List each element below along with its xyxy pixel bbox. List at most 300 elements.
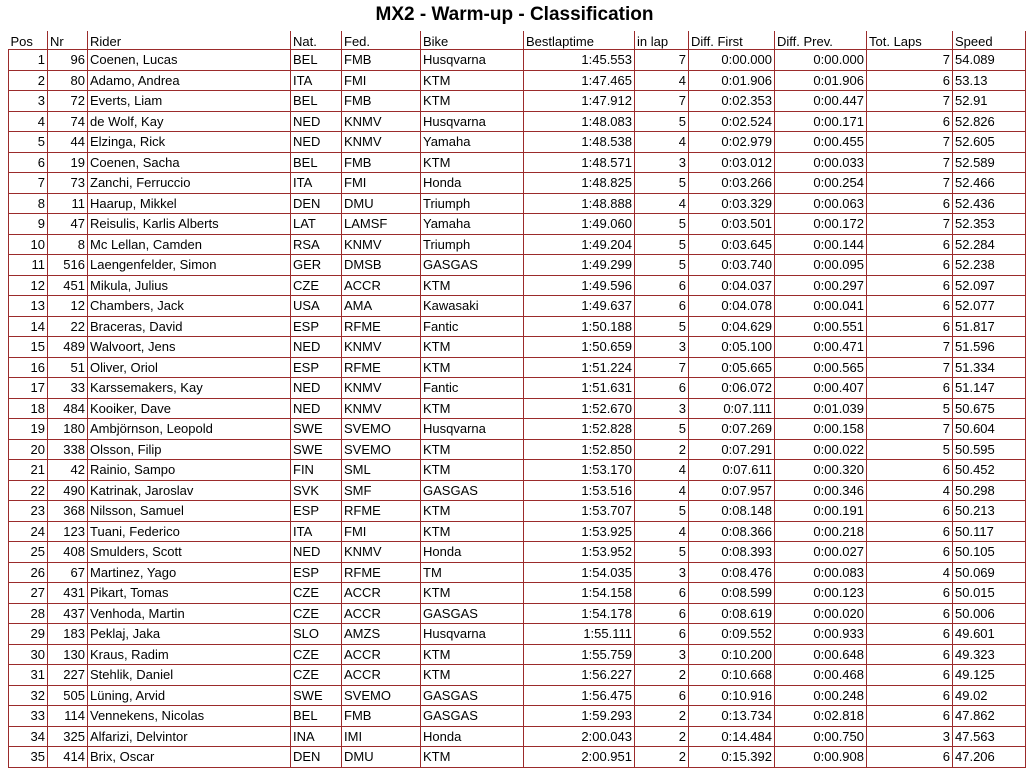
nat-cell: NED: [291, 542, 342, 563]
tot-laps-cell: 7: [867, 214, 953, 235]
speed-cell: 49.125: [953, 665, 1026, 686]
table-row: [9, 747, 1026, 768]
pos-cell: 11: [9, 255, 48, 276]
diff-prev-cell: 0:00.218: [775, 521, 867, 542]
diff-first-cell: 0:04.037: [689, 275, 775, 296]
diff-first-cell: 0:02.524: [689, 111, 775, 132]
bike-cell: GASGAS: [421, 706, 524, 727]
speed-cell: 51.596: [953, 337, 1026, 358]
diff-prev-cell: 0:00.468: [775, 665, 867, 686]
fed-cell: DMU: [342, 747, 421, 768]
nat-cell: BEL: [291, 706, 342, 727]
bike-cell: KTM: [421, 337, 524, 358]
table-row: [9, 337, 1026, 358]
fed-cell: AMA: [342, 296, 421, 317]
table-row: [9, 70, 1026, 91]
nat-cell: NED: [291, 111, 342, 132]
rider-cell: Martinez, Yago: [88, 562, 291, 583]
diff-prev-cell: 0:00.565: [775, 357, 867, 378]
nr-cell: 44: [48, 132, 88, 153]
in-lap-cell: 2: [635, 726, 689, 747]
speed-cell: 52.436: [953, 193, 1026, 214]
speed-cell: 50.675: [953, 398, 1026, 419]
diff-first-cell: 0:08.619: [689, 603, 775, 624]
speed-cell: 47.563: [953, 726, 1026, 747]
bestlaptime-cell: 1:49.204: [524, 234, 635, 255]
pos-cell: 5: [9, 132, 48, 153]
nat-cell: RSA: [291, 234, 342, 255]
tot-laps-cell: 6: [867, 706, 953, 727]
rider-cell: Katrinak, Jaroslav: [88, 480, 291, 501]
speed-cell: 52.466: [953, 173, 1026, 194]
bike-cell: KTM: [421, 152, 524, 173]
tot-laps-cell: 7: [867, 173, 953, 194]
table-row: [9, 460, 1026, 481]
nat-cell: ESP: [291, 316, 342, 337]
bike-cell: KTM: [421, 460, 524, 481]
table-row: [9, 624, 1026, 645]
diff-prev-cell: 0:00.471: [775, 337, 867, 358]
column-header: Bestlaptime: [524, 31, 635, 50]
tot-laps-cell: 7: [867, 357, 953, 378]
nr-cell: 227: [48, 665, 88, 686]
nat-cell: NED: [291, 378, 342, 399]
nat-cell: BEL: [291, 152, 342, 173]
rider-cell: Oliver, Oriol: [88, 357, 291, 378]
nat-cell: CZE: [291, 275, 342, 296]
speed-cell: 50.117: [953, 521, 1026, 542]
table-row: [9, 50, 1026, 71]
table-row: [9, 152, 1026, 173]
table-row: [9, 501, 1026, 522]
speed-cell: 52.826: [953, 111, 1026, 132]
pos-cell: 3: [9, 91, 48, 112]
nr-cell: 183: [48, 624, 88, 645]
in-lap-cell: 2: [635, 665, 689, 686]
rider-cell: Tuani, Federico: [88, 521, 291, 542]
tot-laps-cell: 6: [867, 316, 953, 337]
bestlaptime-cell: 1:48.538: [524, 132, 635, 153]
diff-first-cell: 0:06.072: [689, 378, 775, 399]
nat-cell: ESP: [291, 501, 342, 522]
diff-first-cell: 0:08.148: [689, 501, 775, 522]
in-lap-cell: 4: [635, 521, 689, 542]
fed-cell: SVEMO: [342, 419, 421, 440]
diff-prev-cell: 0:00.248: [775, 685, 867, 706]
bestlaptime-cell: 1:50.188: [524, 316, 635, 337]
fed-cell: ACCR: [342, 603, 421, 624]
rider-cell: Elzinga, Rick: [88, 132, 291, 153]
bestlaptime-cell: 1:55.759: [524, 644, 635, 665]
fed-cell: ACCR: [342, 665, 421, 686]
table-row: [9, 419, 1026, 440]
in-lap-cell: 5: [635, 214, 689, 235]
bestlaptime-cell: 1:53.516: [524, 480, 635, 501]
bike-cell: KTM: [421, 747, 524, 768]
diff-first-cell: 0:02.353: [689, 91, 775, 112]
bike-cell: KTM: [421, 521, 524, 542]
bike-cell: Honda: [421, 542, 524, 563]
diff-prev-cell: 0:00.648: [775, 644, 867, 665]
in-lap-cell: 4: [635, 70, 689, 91]
bike-cell: Yamaha: [421, 214, 524, 235]
bestlaptime-cell: 1:53.925: [524, 521, 635, 542]
nr-cell: 516: [48, 255, 88, 276]
in-lap-cell: 5: [635, 111, 689, 132]
pos-cell: 22: [9, 480, 48, 501]
diff-prev-cell: 0:00.455: [775, 132, 867, 153]
table-row: [9, 111, 1026, 132]
table-row: [9, 296, 1026, 317]
diff-first-cell: 0:10.916: [689, 685, 775, 706]
in-lap-cell: 6: [635, 378, 689, 399]
in-lap-cell: 7: [635, 50, 689, 71]
diff-first-cell: 0:08.393: [689, 542, 775, 563]
pos-cell: 23: [9, 501, 48, 522]
diff-prev-cell: 0:00.022: [775, 439, 867, 460]
fed-cell: KNMV: [342, 398, 421, 419]
pos-cell: 29: [9, 624, 48, 645]
rider-cell: Walvoort, Jens: [88, 337, 291, 358]
nr-cell: 325: [48, 726, 88, 747]
diff-prev-cell: 0:00.254: [775, 173, 867, 194]
tot-laps-cell: 7: [867, 152, 953, 173]
pos-cell: 18: [9, 398, 48, 419]
pos-cell: 20: [9, 439, 48, 460]
pos-cell: 32: [9, 685, 48, 706]
tot-laps-cell: 6: [867, 501, 953, 522]
nr-cell: 11: [48, 193, 88, 214]
pos-cell: 6: [9, 152, 48, 173]
in-lap-cell: 3: [635, 398, 689, 419]
nr-cell: 51: [48, 357, 88, 378]
bike-cell: KTM: [421, 70, 524, 91]
nat-cell: ITA: [291, 173, 342, 194]
in-lap-cell: 6: [635, 275, 689, 296]
rider-cell: Alfarizi, Delvintor: [88, 726, 291, 747]
diff-first-cell: 0:07.611: [689, 460, 775, 481]
nr-cell: 123: [48, 521, 88, 542]
diff-first-cell: 0:01.906: [689, 70, 775, 91]
fed-cell: ACCR: [342, 644, 421, 665]
bike-cell: Triumph: [421, 234, 524, 255]
table-row: [9, 234, 1026, 255]
fed-cell: RFME: [342, 316, 421, 337]
diff-first-cell: 0:03.740: [689, 255, 775, 276]
nat-cell: CZE: [291, 665, 342, 686]
fed-cell: KNMV: [342, 542, 421, 563]
tot-laps-cell: 6: [867, 644, 953, 665]
nr-cell: 414: [48, 747, 88, 768]
nr-cell: 80: [48, 70, 88, 91]
bestlaptime-cell: 1:59.293: [524, 706, 635, 727]
in-lap-cell: 2: [635, 439, 689, 460]
nat-cell: SWE: [291, 439, 342, 460]
rider-cell: Venhoda, Martin: [88, 603, 291, 624]
diff-prev-cell: 0:00.123: [775, 583, 867, 604]
bike-cell: Fantic: [421, 316, 524, 337]
diff-first-cell: 0:00.000: [689, 50, 775, 71]
table-row: [9, 357, 1026, 378]
speed-cell: 52.353: [953, 214, 1026, 235]
in-lap-cell: 5: [635, 173, 689, 194]
fed-cell: FMB: [342, 50, 421, 71]
in-lap-cell: 7: [635, 357, 689, 378]
bike-cell: KTM: [421, 665, 524, 686]
bike-cell: Husqvarna: [421, 419, 524, 440]
pos-cell: 2: [9, 70, 48, 91]
nat-cell: LAT: [291, 214, 342, 235]
bestlaptime-cell: 1:54.178: [524, 603, 635, 624]
nat-cell: NED: [291, 398, 342, 419]
bestlaptime-cell: 1:48.571: [524, 152, 635, 173]
diff-first-cell: 0:03.266: [689, 173, 775, 194]
rider-cell: Stehlik, Daniel: [88, 665, 291, 686]
fed-cell: DMU: [342, 193, 421, 214]
diff-first-cell: 0:03.645: [689, 234, 775, 255]
speed-cell: 49.02: [953, 685, 1026, 706]
bestlaptime-cell: 2:00.043: [524, 726, 635, 747]
bike-cell: Yamaha: [421, 132, 524, 153]
nat-cell: CZE: [291, 603, 342, 624]
nat-cell: ITA: [291, 521, 342, 542]
in-lap-cell: 6: [635, 685, 689, 706]
table-row: [9, 173, 1026, 194]
nr-cell: 114: [48, 706, 88, 727]
fed-cell: DMSB: [342, 255, 421, 276]
in-lap-cell: 5: [635, 542, 689, 563]
rider-cell: Vennekens, Nicolas: [88, 706, 291, 727]
tot-laps-cell: 7: [867, 337, 953, 358]
pos-cell: 8: [9, 193, 48, 214]
diff-first-cell: 0:14.484: [689, 726, 775, 747]
table-row: [9, 255, 1026, 276]
nat-cell: CZE: [291, 583, 342, 604]
speed-cell: 52.077: [953, 296, 1026, 317]
speed-cell: 50.298: [953, 480, 1026, 501]
diff-first-cell: 0:07.291: [689, 439, 775, 460]
speed-cell: 51.817: [953, 316, 1026, 337]
nr-cell: 490: [48, 480, 88, 501]
table-row: [9, 685, 1026, 706]
nr-cell: 72: [48, 91, 88, 112]
table-row: [9, 316, 1026, 337]
bestlaptime-cell: 1:47.912: [524, 91, 635, 112]
nr-cell: 431: [48, 583, 88, 604]
table-row: [9, 521, 1026, 542]
table-row: [9, 726, 1026, 747]
bestlaptime-cell: 1:50.659: [524, 337, 635, 358]
tot-laps-cell: 5: [867, 398, 953, 419]
pos-cell: 10: [9, 234, 48, 255]
speed-cell: 50.006: [953, 603, 1026, 624]
table-row: [9, 132, 1026, 153]
tot-laps-cell: 3: [867, 726, 953, 747]
fed-cell: KNMV: [342, 111, 421, 132]
bike-cell: GASGAS: [421, 480, 524, 501]
pos-cell: 21: [9, 460, 48, 481]
bestlaptime-cell: 1:53.707: [524, 501, 635, 522]
diff-first-cell: 0:04.629: [689, 316, 775, 337]
fed-cell: FMI: [342, 521, 421, 542]
column-header: Diff. Prev.: [775, 31, 867, 50]
in-lap-cell: 6: [635, 603, 689, 624]
bike-cell: Honda: [421, 173, 524, 194]
speed-cell: 50.452: [953, 460, 1026, 481]
bike-cell: KTM: [421, 275, 524, 296]
rider-cell: Zanchi, Ferruccio: [88, 173, 291, 194]
nr-cell: 12: [48, 296, 88, 317]
in-lap-cell: 6: [635, 624, 689, 645]
rider-cell: Kraus, Radim: [88, 644, 291, 665]
fed-cell: KNMV: [342, 132, 421, 153]
diff-first-cell: 0:07.957: [689, 480, 775, 501]
nat-cell: ESP: [291, 562, 342, 583]
bike-cell: KTM: [421, 91, 524, 112]
table-row: [9, 583, 1026, 604]
fed-cell: SML: [342, 460, 421, 481]
bestlaptime-cell: 1:54.158: [524, 583, 635, 604]
rider-cell: Lüning, Arvid: [88, 685, 291, 706]
bestlaptime-cell: 1:56.227: [524, 665, 635, 686]
diff-first-cell: 0:08.366: [689, 521, 775, 542]
bestlaptime-cell: 1:56.475: [524, 685, 635, 706]
tot-laps-cell: 6: [867, 111, 953, 132]
column-header: Bike: [421, 31, 524, 50]
table-row: [9, 644, 1026, 665]
table-row: [9, 706, 1026, 727]
nat-cell: BEL: [291, 50, 342, 71]
diff-prev-cell: 0:02.818: [775, 706, 867, 727]
pos-cell: 27: [9, 583, 48, 604]
diff-prev-cell: 0:00.000: [775, 50, 867, 71]
nr-cell: 489: [48, 337, 88, 358]
nr-cell: 368: [48, 501, 88, 522]
speed-cell: 52.589: [953, 152, 1026, 173]
tot-laps-cell: 7: [867, 419, 953, 440]
speed-cell: 52.605: [953, 132, 1026, 153]
tot-laps-cell: 6: [867, 747, 953, 768]
nr-cell: 73: [48, 173, 88, 194]
fed-cell: KNMV: [342, 337, 421, 358]
bike-cell: Triumph: [421, 193, 524, 214]
classification-table: [8, 31, 1026, 768]
bike-cell: KTM: [421, 357, 524, 378]
pos-cell: 7: [9, 173, 48, 194]
bestlaptime-cell: 1:48.888: [524, 193, 635, 214]
column-header: Rider: [88, 31, 291, 50]
bestlaptime-cell: 1:53.170: [524, 460, 635, 481]
bike-cell: GASGAS: [421, 603, 524, 624]
speed-cell: 52.097: [953, 275, 1026, 296]
diff-prev-cell: 0:01.906: [775, 70, 867, 91]
bestlaptime-cell: 1:52.850: [524, 439, 635, 460]
nr-cell: 19: [48, 152, 88, 173]
in-lap-cell: 5: [635, 234, 689, 255]
diff-prev-cell: 0:00.063: [775, 193, 867, 214]
diff-prev-cell: 0:00.908: [775, 747, 867, 768]
column-header: in lap: [635, 31, 689, 50]
fed-cell: FMI: [342, 70, 421, 91]
tot-laps-cell: 6: [867, 296, 953, 317]
speed-cell: 50.105: [953, 542, 1026, 563]
column-header: Nr: [48, 31, 88, 50]
nat-cell: INA: [291, 726, 342, 747]
tot-laps-cell: 5: [867, 439, 953, 460]
bestlaptime-cell: 1:49.596: [524, 275, 635, 296]
nat-cell: CZE: [291, 644, 342, 665]
fed-cell: SVEMO: [342, 439, 421, 460]
pos-cell: 24: [9, 521, 48, 542]
diff-prev-cell: 0:00.033: [775, 152, 867, 173]
speed-cell: 51.334: [953, 357, 1026, 378]
page-title: MX2 - Warm-up - Classification: [375, 4, 654, 25]
diff-first-cell: 0:05.665: [689, 357, 775, 378]
table-row: [9, 193, 1026, 214]
diff-prev-cell: 0:00.750: [775, 726, 867, 747]
bestlaptime-cell: 1:48.825: [524, 173, 635, 194]
bike-cell: GASGAS: [421, 255, 524, 276]
rider-cell: Karssemakers, Kay: [88, 378, 291, 399]
nr-cell: 42: [48, 460, 88, 481]
nat-cell: FIN: [291, 460, 342, 481]
rider-cell: Mc Lellan, Camden: [88, 234, 291, 255]
fed-cell: ACCR: [342, 583, 421, 604]
speed-cell: 47.206: [953, 747, 1026, 768]
tot-laps-cell: 4: [867, 562, 953, 583]
pos-cell: 4: [9, 111, 48, 132]
bestlaptime-cell: 1:45.553: [524, 50, 635, 71]
bike-cell: Kawasaki: [421, 296, 524, 317]
pos-cell: 35: [9, 747, 48, 768]
nr-cell: 47: [48, 214, 88, 235]
in-lap-cell: 4: [635, 193, 689, 214]
table-row: [9, 398, 1026, 419]
pos-cell: 13: [9, 296, 48, 317]
diff-first-cell: 0:07.269: [689, 419, 775, 440]
speed-cell: 53.13: [953, 70, 1026, 91]
bestlaptime-cell: 1:51.631: [524, 378, 635, 399]
tot-laps-cell: 6: [867, 542, 953, 563]
fed-cell: FMI: [342, 173, 421, 194]
bestlaptime-cell: 2:00.951: [524, 747, 635, 768]
bike-cell: KTM: [421, 501, 524, 522]
diff-first-cell: 0:04.078: [689, 296, 775, 317]
diff-prev-cell: 0:01.039: [775, 398, 867, 419]
pos-cell: 16: [9, 357, 48, 378]
in-lap-cell: 4: [635, 132, 689, 153]
bike-cell: Husqvarna: [421, 111, 524, 132]
bestlaptime-cell: 1:52.828: [524, 419, 635, 440]
diff-first-cell: 0:03.329: [689, 193, 775, 214]
tot-laps-cell: 6: [867, 234, 953, 255]
pos-cell: 1: [9, 50, 48, 71]
tot-laps-cell: 6: [867, 521, 953, 542]
fed-cell: SVEMO: [342, 685, 421, 706]
rider-cell: Mikula, Julius: [88, 275, 291, 296]
bike-cell: GASGAS: [421, 685, 524, 706]
diff-first-cell: 0:05.100: [689, 337, 775, 358]
in-lap-cell: 4: [635, 480, 689, 501]
diff-prev-cell: 0:00.171: [775, 111, 867, 132]
speed-cell: 52.284: [953, 234, 1026, 255]
tot-laps-cell: 6: [867, 70, 953, 91]
diff-prev-cell: 0:00.447: [775, 91, 867, 112]
nr-cell: 451: [48, 275, 88, 296]
rider-cell: Peklaj, Jaka: [88, 624, 291, 645]
bestlaptime-cell: 1:49.060: [524, 214, 635, 235]
nat-cell: SLO: [291, 624, 342, 645]
